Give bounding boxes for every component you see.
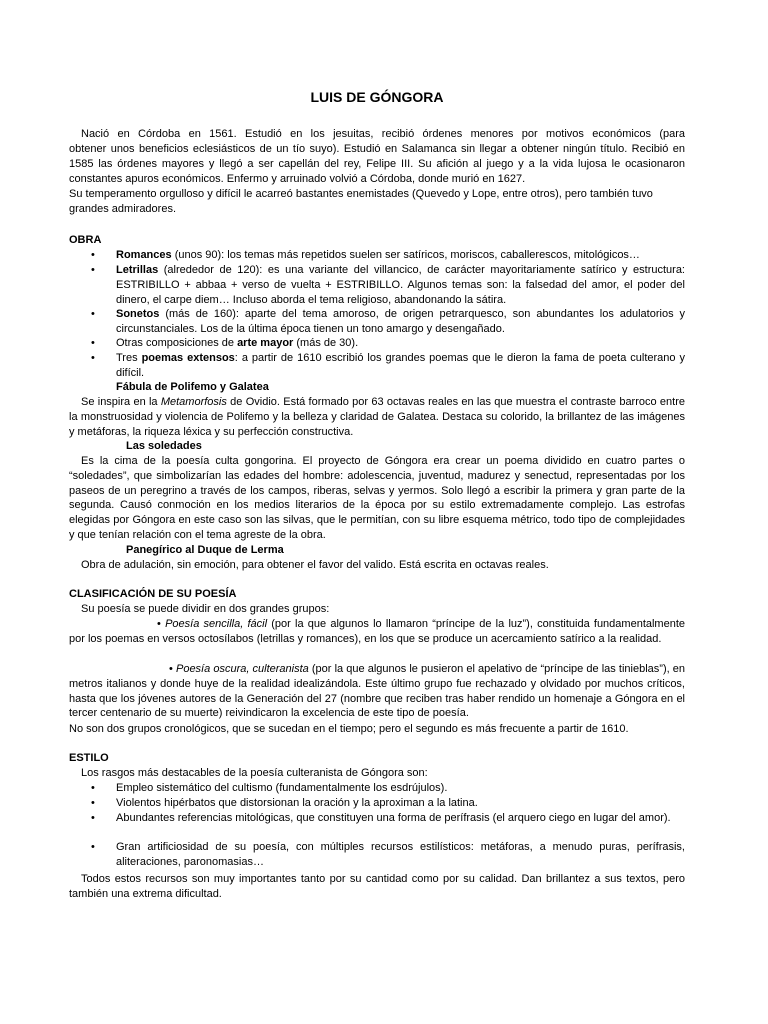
estilo-item: Violentos hipérbatos que distorsionan la oración y la aproximan a la latina.	[116, 797, 478, 809]
soledades-paragraph: Es la cima de la poesía culta gongorina. El proyecto de Góngora era crear un poema dividido en cuatro partes o “soledades”, que simbolizarían las edades del hombre: adolescencia, juventud, madurez y senectud, representadas por los paseos de un peregrino a través de los campos, riberas, selvas y yermos. Solo llegó a escribir la primera y gran parte de la segunda. Causó conmoción en los medios literarios de la época por su estilo extremadamente complejo. Las estrofas elegidas por Góngora en este caso son las silvas, que le permitían, con su libre esquema métrico, todo tipo de complejidades y que tenían relación con el tema agreste de la obra.	[69, 455, 685, 541]
estilo-item: Abundantes referencias mitológicas, que constituyen una forma de perífrasis (el arquero ciego en lugar del amor).	[116, 812, 671, 824]
page-title: LUIS DE GÓNGORA	[310, 89, 444, 105]
bullet-icon: •	[91, 812, 95, 824]
polifemo-paragraph: Se inspira en la Metamorfosis de Ovidio. Está formado por 63 octavas reales en las que muestra el contraste barroco entre la monstruosidad y violencia de Polifemo y la belleza y claridad de Galatea. Destaca su colorido, la brillantez de las imágenes y metáforas, la riqueza léxica y su perfección constructiva.	[69, 396, 685, 438]
subheading-soledades: Las soledades	[126, 440, 202, 452]
bullet-icon: •	[91, 782, 95, 794]
bio-paragraph: obtener unos beneficios eclesiásticos de un tío suyo). Estudió en Salamanca sin llegar a obtener ningún título. Recibió en 1585 las órdenes mayores y llegó a ser capellán del rey, Felipe III. Su afición al juego y a la vida lujosa le ocasionaron constantes apuros económicos. Enfermo y arruinado volvió a Córdoba, donde murió en 1627.	[69, 143, 685, 185]
estilo-item: Empleo sistemático del cultismo (fundamentalmente los esdrújulos).	[116, 782, 448, 794]
clasificacion-closing: No son dos grupos cronológicos, que se sucedan en el tiempo; pero el segundo es más frecuente a partir de 1610.	[69, 723, 629, 735]
panegirico-paragraph: Obra de adulación, sin emoción, para obtener el favor del valido. Está escrita en octavas reales.	[81, 559, 549, 571]
bullet-icon: •	[91, 797, 95, 809]
estilo-item: Gran artificiosidad de su poesía, con múltiples recursos estilísticos: metáforas, a menudo puras, perífrasis, aliteraciones, paronomasias…	[116, 841, 685, 868]
subheading-panegirico: Panegírico al Duque de Lerma	[126, 544, 284, 556]
bio-temperament-paragraph: Su temperamento orgulloso y difícil le acarreó bastantes enemistades (Quevedo y Lope, entre otros), pero también tuvo grandes admiradores.	[69, 188, 653, 215]
bio-first-line: Nació en Córdoba en 1561. Estudió en los jesuitas, recibió órdenes menores por motivos económicos (para	[81, 128, 685, 140]
estilo-intro: Los rasgos más destacables de la poesía culteranista de Góngora son:	[81, 767, 428, 779]
obra-item-romances: Romances (unos 90): los temas más repetidos suelen ser satíricos, moriscos, caballerescos, mitológicos…	[116, 249, 640, 261]
obra-item-poemas-extensos: Tres poemas extensos: a partir de 1610 escribió los grandes poemas que le dieron la fama de poeta culterano y difícil.	[116, 352, 685, 379]
obra-item-sonetos: Sonetos (más de 160): aparte del tema amoroso, de origen petrarquesco, son abundantes los adulatorios y circunstanciales. Los de la última época tienen un tono amargo y desengañado.	[116, 308, 685, 335]
obra-item-arte-mayor: Otras composiciones de arte mayor (más de 30).	[116, 337, 359, 349]
clasificacion-group-oscura: • Poesía oscura, culteranista (por la que algunos le pusieron el apelativo de “príncipe de las tinieblas”), en metros italianos y donde huye de la realidad idealizándola. Este último grupo fue rechazado y olvidado por muchos críticos, hasta que los jóvenes autores de la Generación del 27 (nombre que reciben tras haber rendido un homenaje a Góngora en el tercer centenario de su muerte) reivindicaron la excelencia de este tipo de poesía.	[69, 663, 686, 720]
section-heading-estilo: ESTILO	[69, 752, 109, 764]
bullet-icon: •	[91, 337, 95, 349]
section-heading-obra: OBRA	[69, 234, 102, 246]
clasificacion-group-sencilla: • Poesía sencilla, fácil (por la que algunos lo llamaron “príncipe de la luz”), constituida fundamentalmente por los poemas en versos octosílabos (letrillas y romances), en los que se produce un acercamiento satírico a la realidad.	[69, 618, 686, 645]
bullet-icon: •	[91, 308, 95, 320]
bullet-icon: •	[91, 264, 95, 276]
estilo-closing: Todos estos recursos son muy importantes tanto por su cantidad como por su calidad. Dan brillantez a sus textos, pero también una extrema dificultad.	[69, 873, 685, 900]
bullet-icon: •	[91, 249, 95, 261]
obra-item-letrillas: Letrillas (alrededor de 120): es una variante del villancico, de carácter mayoritariamente satírico y estructura: ESTRIBILLO + abbaa + verso de vuelta + ESTRIBILLO. Algunos temas son: la falsedad del amor, el poder del dinero, el carpe diem… Incluso aborda el tema religioso, abandonando la sátira.	[116, 264, 685, 306]
subheading-polifemo: Fábula de Polifemo y Galatea	[116, 381, 269, 393]
clasificacion-intro: Su poesía se puede dividir en dos grandes grupos:	[81, 603, 330, 615]
section-heading-clasificacion: CLASIFICACIÓN DE SU POESÍA	[69, 588, 237, 600]
bullet-icon: •	[91, 841, 95, 853]
bullet-icon: •	[91, 352, 95, 364]
